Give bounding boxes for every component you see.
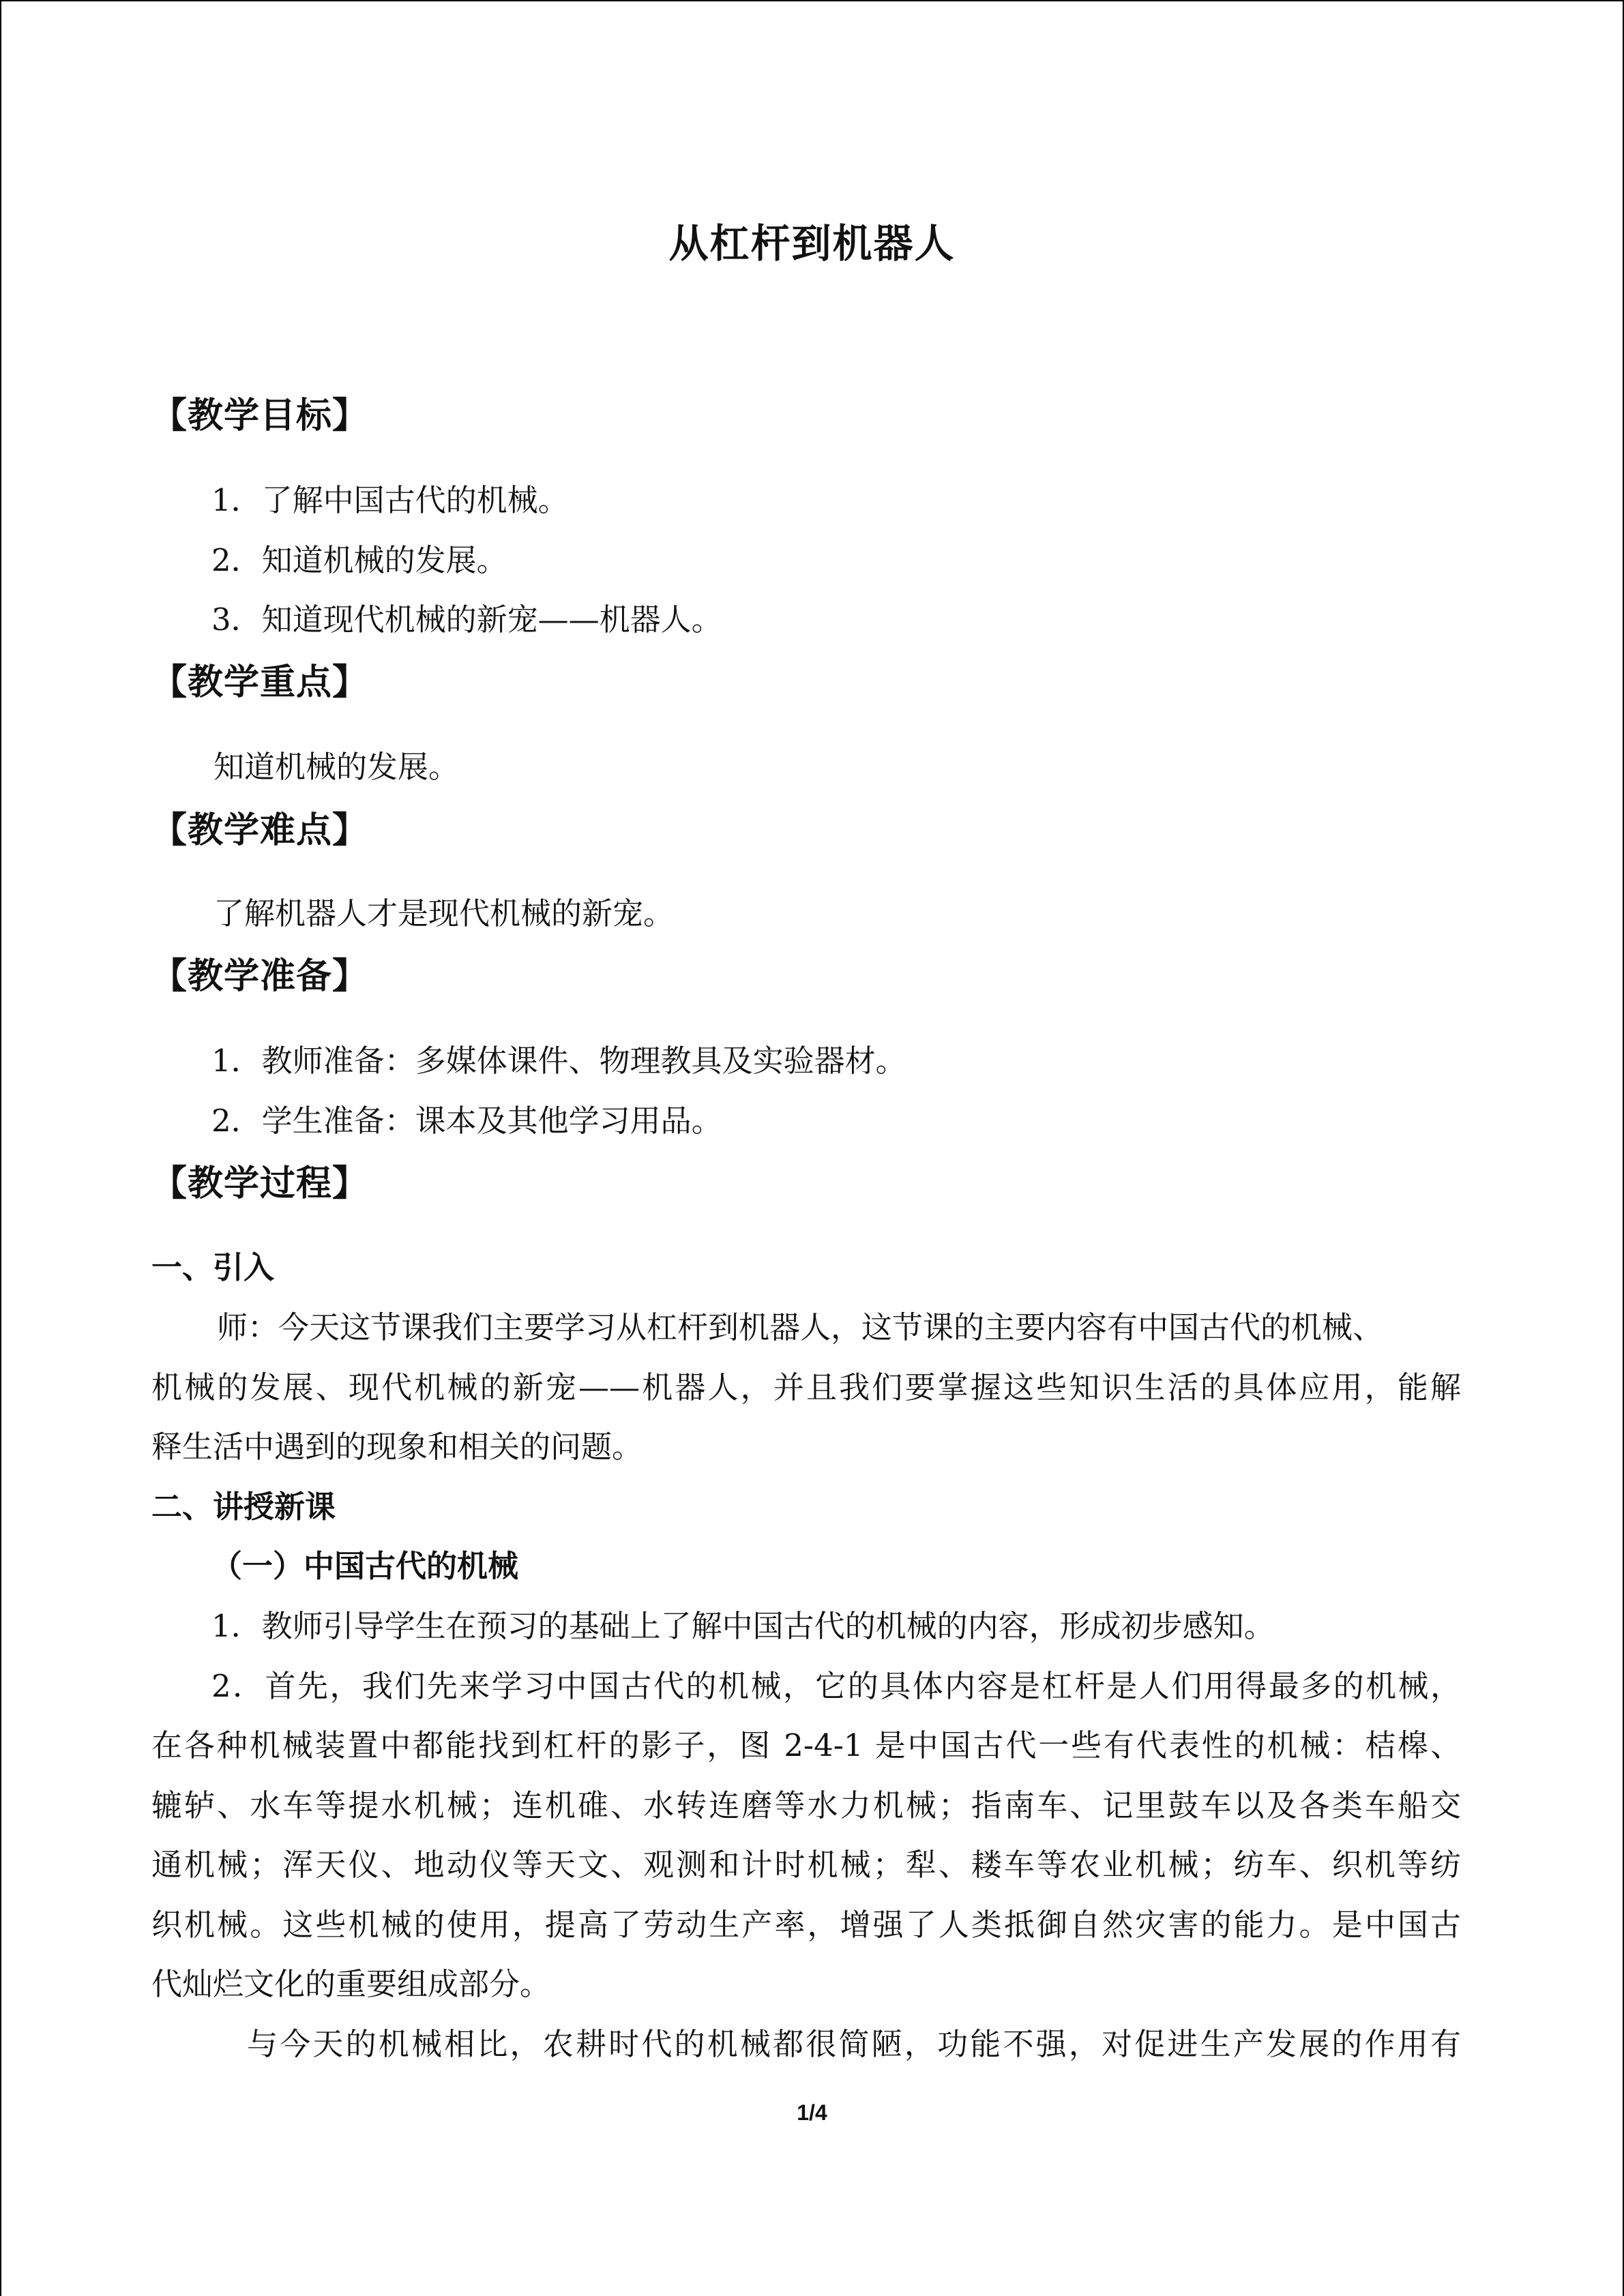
intro-heading: 一、引入 xyxy=(151,1249,275,1285)
page-number: 1/4 xyxy=(797,2100,827,2125)
heading-difficulties: 【教学难点】 xyxy=(151,809,369,851)
page-title: 从杠杆到机器人 xyxy=(668,220,956,267)
point-2-line-1: 2．首先，我们先来学习中国古代的机械，它的具体内容是杠杆是人们用得最多的机械， xyxy=(211,1668,1461,1704)
point-2-line-6: 代灿烂文化的重要组成部分。 xyxy=(151,1966,551,2002)
difficulties-text: 了解机器人才是现代机械的新宠。 xyxy=(213,895,675,931)
preparation-item-2: 2．学生准备：课本及其他学习用品。 xyxy=(211,1103,722,1139)
point-2-line-2: 在各种机械装置中都能找到杠杆的影子，图 2-4-1 是中国古代一些有代表性的机械：桔槔、 xyxy=(151,1727,1461,1763)
sub-heading-ancient-machinery: （一）中国古代的机械 xyxy=(211,1548,519,1584)
heading-preparation: 【教学准备】 xyxy=(151,955,369,997)
closing-line: 与今天的机械相比，农耕时代的机械都很简陋，功能不强，对促进生产发展的作用有 xyxy=(247,2026,1461,2062)
intro-line-1: 师：今天这节课我们主要学习从杠杆到机器人，这节课的主要内容有中国古代的机械、 xyxy=(217,1309,1384,1345)
intro-line-2: 机械的发展、现代机械的新宠——机器人，并且我们要掌握这些知识生活的具体应用，能解 xyxy=(151,1369,1461,1405)
point-2-line-5: 织机械。这些机械的使用，提高了劳动生产率，增强了人类抵御自然灾害的能力。是中国古 xyxy=(151,1907,1461,1943)
objective-item-3: 3．知道现代机械的新宠——机器人。 xyxy=(211,601,722,638)
point-2-line-4: 通机械；浑天仪、地动仪等天文、观测和计时机械；犁、耧车等农业机械；纺车、织机等纺 xyxy=(151,1847,1461,1883)
objective-item-1: 1．了解中国古代的机械。 xyxy=(211,482,569,518)
heading-process: 【教学过程】 xyxy=(151,1163,369,1204)
objective-item-2: 2．知道机械的发展。 xyxy=(211,542,507,578)
key-points-text: 知道机械的发展。 xyxy=(213,749,460,785)
preparation-item-1: 1．教师准备：多媒体课件、物理教具及实验器材。 xyxy=(211,1043,906,1079)
heading-objectives: 【教学目标】 xyxy=(151,395,369,436)
new-lesson-heading: 二、讲授新课 xyxy=(151,1489,336,1525)
point-1: 1．教师引导学生在预习的基础上了解中国古代的机械的内容，形成初步感知。 xyxy=(211,1608,1275,1644)
intro-line-3: 释生活中遇到的现象和相关的问题。 xyxy=(151,1429,643,1465)
heading-key-points: 【教学重点】 xyxy=(151,661,369,703)
point-2-line-3: 辘轳、水车等提水机械；连机碓、水转连磨等水力机械；指南车、记里鼓车以及各类车船交 xyxy=(151,1787,1461,1823)
